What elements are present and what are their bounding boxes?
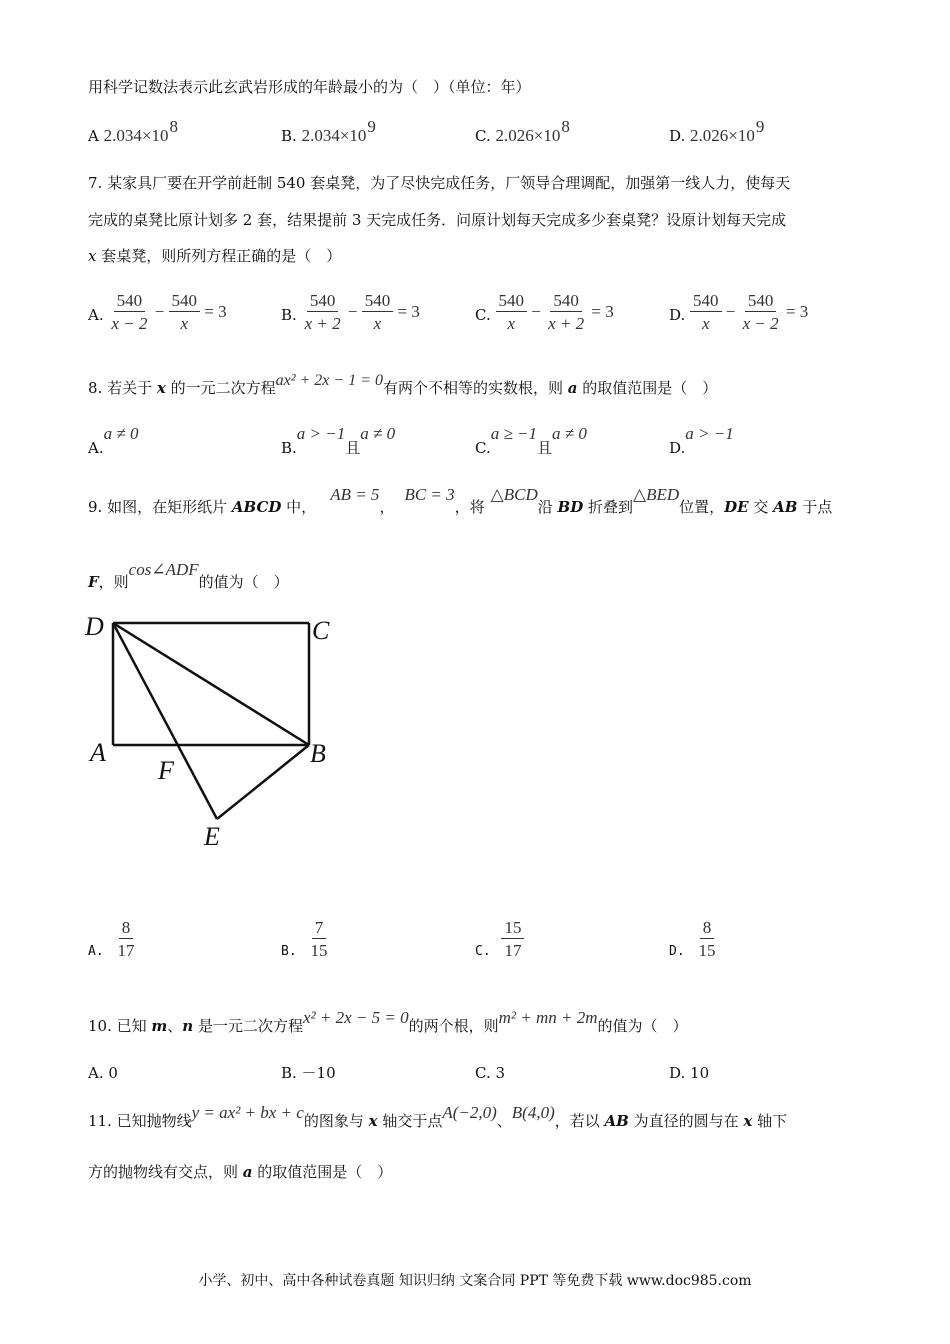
q6-option-a: A $2.034\times 10^8$ <box>88 117 178 145</box>
q10-option-b: B. －10 <box>281 1064 336 1082</box>
label-e: E <box>204 822 220 851</box>
q9-option-d: D. $\frac{8}{15}$ <box>669 918 716 960</box>
label-c: C <box>312 616 330 645</box>
q10-option-a: A. 0 <box>88 1064 118 1082</box>
q8-stem: 8. 若关于 x 的一元二次方程ax² + 2x − 1 = 0有两个不相等的实数根，则 a 的取值范围是（ ） <box>88 372 718 397</box>
q6-option-b: B. $2.034\times 10^9$ <box>281 117 376 145</box>
q6-option-d: D. $2.026\times 10^9$ <box>669 117 765 145</box>
q7-line-2: 完成的桌凳比原计划多 2 套，结果提前 3 天完成任务．问原计划每天完成多少套桌凳？设原计划每天完成 <box>88 211 787 229</box>
q6-stem: 用科学记数法表示此玄武岩形成的年龄最小的为（ ）（单位：年） <box>88 78 531 96</box>
segment-de <box>113 623 217 819</box>
q8-option-a: A.a ≠ 0 <box>88 424 139 457</box>
q7-line-3: x 套桌凳，则所列方程正确的是（ ） <box>88 247 342 265</box>
q7-option-c: C. $\frac{540}{x}$ − $\frac{540}{x + 2}$ = 3 <box>475 291 614 333</box>
label-f: F <box>158 756 174 785</box>
q11-stem-line-2: 方的抛物线有交点，则 a 的取值范围是（ ） <box>88 1163 393 1181</box>
q8-option-c: C.a ≥ −1且a ≠ 0 <box>475 424 587 457</box>
rectangle-abcd <box>113 623 309 819</box>
q7-option-a: A. $\frac{540}{x - 2}$ − $\frac{540}{x}$ = 3 <box>88 291 227 333</box>
q9-stem-line-1: 9. 如图，在矩形纸片 ABCD 中，AB = 5，BC = 3，将△BCD沿 BD 折叠到△BED位置，DE 交 AB 于点 <box>88 485 833 516</box>
q8-option-b: B.a > −1且a ≠ 0 <box>281 424 396 457</box>
label-b: B <box>310 739 326 768</box>
page-footer: 小学、初中、高中各种试卷真题 知识归纳 文案合同 PPT 等免费下载 www.doc985.com <box>198 1273 752 1289</box>
segment-eb <box>217 745 309 819</box>
q6-option-c: C. $2.026\times 10^8$ <box>475 117 570 145</box>
q9-option-b: B. $\frac{7}{15}$ <box>281 918 328 960</box>
q9-option-a: A. $\frac{8}{17}$ <box>88 918 135 960</box>
q10-option-d: D. 10 <box>669 1064 710 1082</box>
label-d: D <box>85 612 104 641</box>
diagonal-db <box>113 623 309 745</box>
q10-stem: 10. 已知 m、n 是一元二次方程x² + 2x − 5 = 0的两个根，则m² + mn + 2m的值为（ ） <box>88 1008 688 1035</box>
q9-stem-line-2: F，则cos∠ADF的值为（ ） <box>88 560 289 591</box>
q7-option-d: D. $\frac{540}{x}$ − $\frac{540}{x - 2}$ = 3 <box>669 291 809 333</box>
label-a: A <box>90 738 106 767</box>
q9-option-c: C. $\frac{15}{17}$ <box>475 916 524 962</box>
q10-option-c: C. 3 <box>475 1064 506 1082</box>
q8-option-d: D.a > −1 <box>669 424 734 457</box>
q7-line-1: 7. 某家具厂要在开学前赶制 540 套桌凳，为了尽快完成任务，厂领导合理调配，加强第一线人力，使每天 <box>88 174 791 192</box>
q9-figure <box>80 605 350 855</box>
q11-stem-line-1: 11. 已知抛物线y = ax² + bx + c的图象与 x 轴交于点A(−2,0)、B(4,0)，若以 AB 为直径的圆与在 x 轴下 <box>88 1103 788 1130</box>
q7-option-b: B. $\frac{540}{x + 2}$ − $\frac{540}{x}$ = 3 <box>281 291 420 333</box>
